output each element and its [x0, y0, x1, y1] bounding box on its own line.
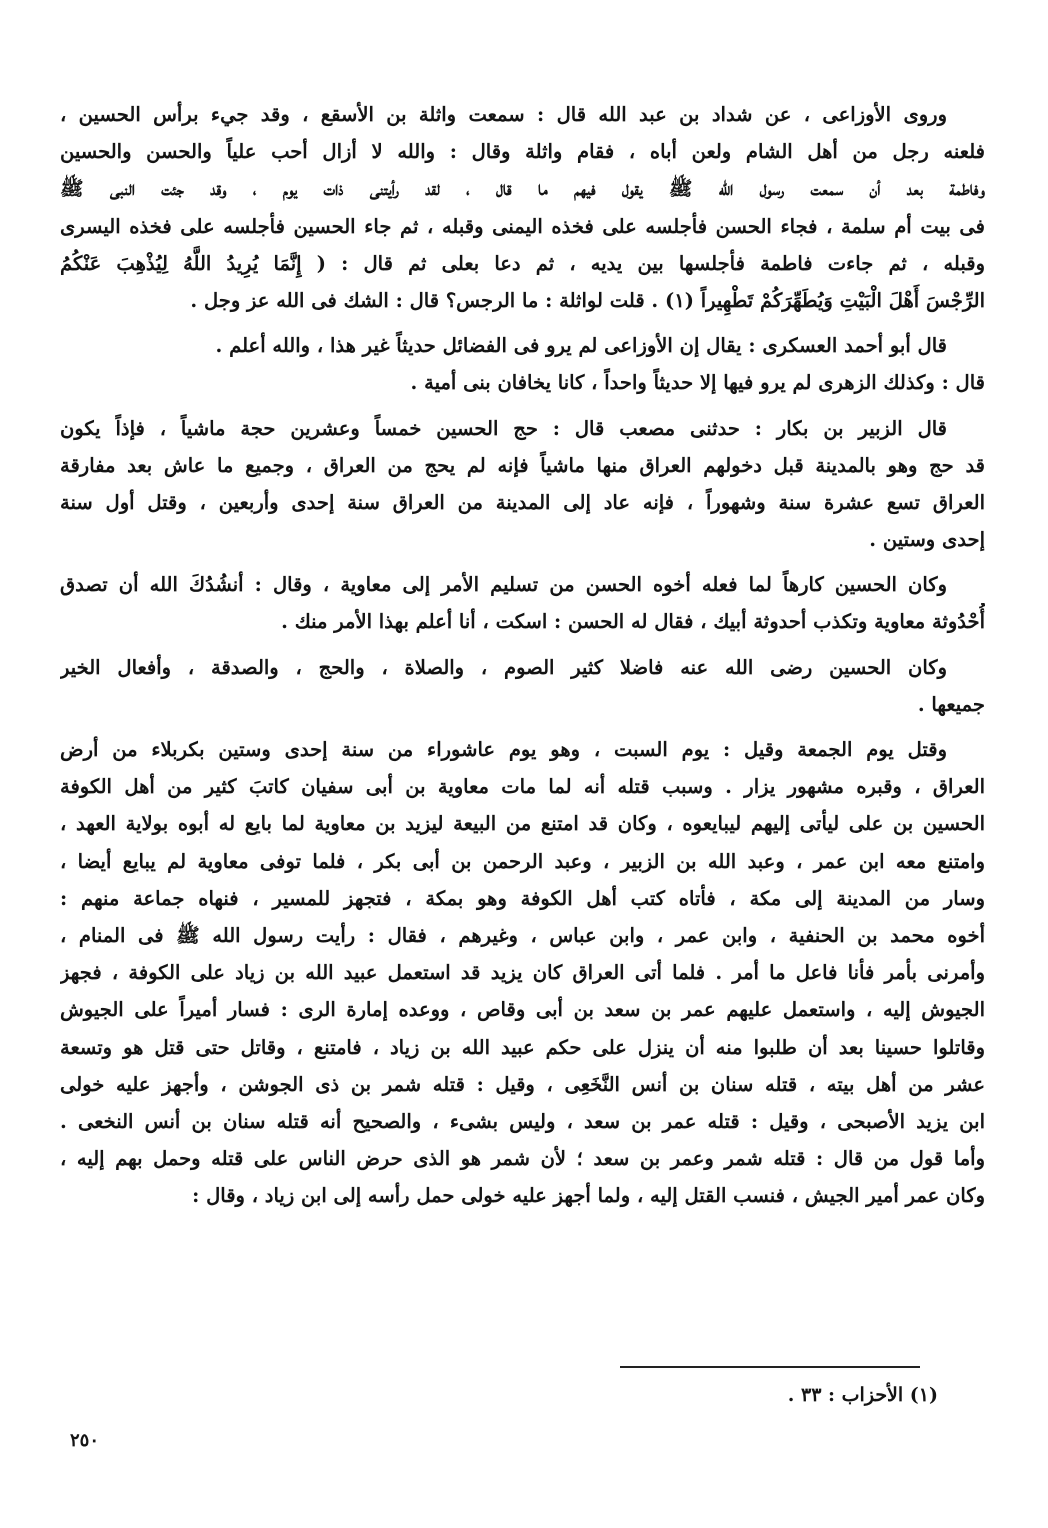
paragraph: [60, 364, 985, 401]
text-line: قال : وكذلك الزهرى لم يرو فيها إلا حديثاً واحداً ، كانا يخافان بنى أمية .: [410, 371, 985, 395]
paragraph: [60, 649, 985, 723]
text-line: جميعها .: [917, 692, 985, 716]
paragraph: [60, 96, 985, 319]
paragraph-gap: [60, 558, 985, 566]
text-line: الحسين بن على ليأتى إليهم ليبايعوه ، وكان قد امتنع من البيعة ليزيد بن معاوية لما بايع له أبوه بولاية العهد ،: [60, 812, 985, 836]
paragraph: [60, 410, 985, 559]
text-line: إحدى وستين .: [869, 528, 985, 552]
text-line: وفاطمة بعد أن سمعت رسول الله ﷺ يقول فيهم ما قال ، لقد رأيتنى ذات يوم ، وقد جئت النبى ﷺ: [60, 177, 985, 201]
text-line: وروى الأوزاعى ، عن شداد بن عبد الله قال : سمعت واثلة بن الأسقع ، وقد جيء برأس الحسين ،: [60, 103, 947, 126]
paragraph: [60, 566, 985, 640]
text-line: قد حج وهو بالمدينة قبل دخولهم العراق منها ماشياً فإنه لم يحج من العراق ، وجميع ما عاش بعد مفارقة: [60, 453, 985, 477]
paragraph-gap: [60, 641, 985, 649]
footnote: (١) الأحزاب : ٣٣ .: [787, 1384, 938, 1406]
text-line: العراق تسع عشرة سنة وشهوراً ، فإنه عاد إلى المدينة من العراق سنة إحدى وأربعين ، وقتل أول سنة: [60, 490, 985, 514]
text-line: وكان عمر أمير الجيش ، فنسب القتل إليه ، ولما أجهز عليه خولى حمل رأسه إلى ابن زياد ، وقال :: [192, 1184, 985, 1208]
text-line: الجيوش إليه ، واستعمل عليهم عمر بن سعد بن أبى وقاص ، ووعده إمارة الرى : فسار أميراً على الجيوش: [60, 998, 985, 1022]
text-line: وامتنع معه ابن عمر ، وعبد الله بن الزبير ، وعبد الرحمن بن أبى بكر ، فلما توفى معاوية لم يبايع أيضا ،: [60, 849, 985, 873]
text-line: أُحْدُوثة معاوية وتكذب أحدوثة أبيك ، فقال له الحسن : اسكت ، أنا أعلم بهذا الأمر منك .: [281, 610, 985, 634]
footnote-divider: [620, 1366, 920, 1368]
paragraph-gap: [60, 319, 985, 327]
paragraph: [60, 731, 985, 1214]
text-line: وأما قول من قال : قتله شمر وعمر بن سعد ؛ لأن شمر هو الذى حرض الناس على قتله وحمل بهم إليه ،: [60, 1147, 985, 1171]
text-line: الرِّجْسَ أَهْلَ الْبَيْتِ وَيُطَهِّرَكُمْ تَطْهِيراً (١) . قلت لواثلة : ما الرجس؟ قال : الشك فى الله عز وجل .: [190, 288, 985, 312]
text-line: فلعنه رجل من أهل الشام ولعن أباه ، فقام واثلة وقال : والله لا أزال أحب علياً والحسن والحسين: [60, 140, 985, 164]
paragraph: [60, 327, 985, 364]
text-line: عشر من أهل بيته ، قتله سنان بن أنس النَّخَعِى ، وقيل : قتله شمر بن ذى الجوشن ، وأجهز عليه خولى: [60, 1072, 985, 1096]
text-line: وسار من المدينة إلى مكة ، فأتاه كتب أهل الكوفة وهو بمكة ، فتجهز للمسير ، فنهاه جماعة منهم :: [60, 886, 985, 910]
text-line: ابن يزيد الأصبحى ، وقيل : قتله عمر بن سعد ، وليس بشىء ، والصحيح أنه قتله سنان بن أنس النخعى .: [60, 1109, 985, 1133]
paragraph-gap: [60, 723, 985, 731]
text-line: قال الزبير بن بكار : حدثنى مصعب قال : حج الحسين خمساً وعشرين حجة ماشياً ، فإذاً يكون: [60, 416, 947, 440]
text-line: وقبله ، ثم جاءت فاطمة فأجلسها بين يديه ، ثم دعا بعلى ثم قال : ( إِنَّمَا يُرِيدُ اللَّهُ لِيُذْهِبَ عَنْكُمُ: [60, 251, 985, 275]
paragraph-gap: [60, 402, 985, 410]
text-line: وقتل يوم الجمعة وقيل : يوم السبت ، وهو يوم عاشوراء من سنة إحدى وستين بكربلاء من أرض: [60, 738, 947, 761]
text-line: وكان الحسين كارهاً لما فعله أخوه الحسن من تسليم الأمر إلى معاوية ، وقال : أنشُدُكَ الله أن تصدق: [60, 573, 947, 597]
text-line: وأمرنى بأمر فأنا فاعل ما أمر . فلما أتى العراق كان يزيد قد استعمل عبيد الله بن زياد على الكوفة ، فجهز: [60, 961, 985, 985]
main-text: [60, 96, 985, 1214]
text-line: أخوه محمد بن الحنفية ، وابن عمر ، وابن عباس ، وغيرهم ، فقال : رأيت رسول الله ﷺ فى المنام ،: [60, 923, 985, 947]
page-number: ٢٥٠: [70, 1430, 100, 1451]
text-line: فى بيت أم سلمة ، فجاء الحسن فأجلسه على فخذه اليمنى وقبله ، ثم جاء الحسين فأجلسه على فخذه اليسرى: [60, 214, 985, 238]
text-line: وكان الحسين رضى الله عنه فاضلا كثير الصوم ، والصلاة ، والحج ، والصدقة ، وأفعال الخير: [60, 655, 947, 679]
text-line: العراق ، وقبره مشهور يزار . وسبب قتله أنه لما مات معاوية بن أبى سفيان كاتبَ كثير من أهل الكوفة: [60, 775, 985, 799]
text-line: قال أبو أحمد العسكرى : يقال إن الأوزاعى لم يرو فى الفضائل حديثاً غير هذا ، والله أعلم .: [215, 334, 947, 358]
text-line: وقاتلوا حسينا بعد أن طلبوا منه أن ينزل على حكم عبيد الله بن زياد ، فامتنع ، وقاتل حتى قتل هو وتسعة: [60, 1035, 985, 1059]
